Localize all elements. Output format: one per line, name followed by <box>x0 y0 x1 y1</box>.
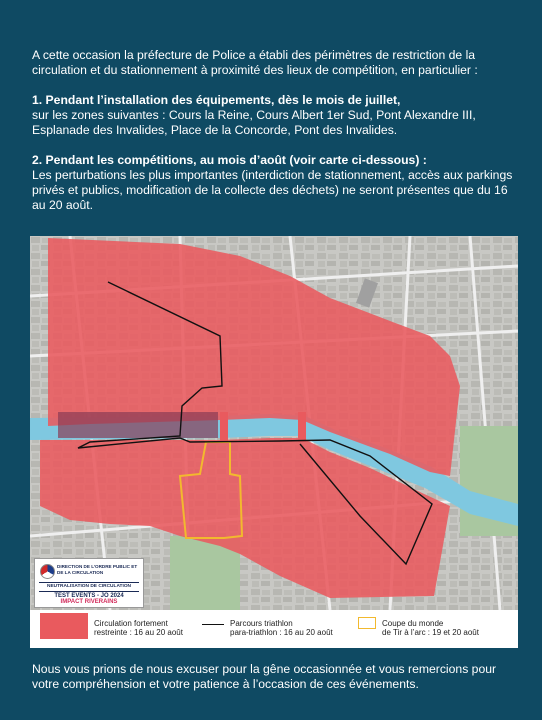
legend-zone-label <box>94 619 183 637</box>
intro-paragraph: A cette occasion la préfecture de Police a établi des périmètres de restriction de la circulation et du stationnement à proximité des lieux de compétition, en particulier : <box>32 48 478 77</box>
legend-triathlon-line2: para-triathlon : 16 au 20 août <box>230 628 333 637</box>
bridge-right <box>298 412 306 442</box>
competition-title: 2. Pendant les compétitions, au mois d’août (voir carte ci-dessous) : <box>32 153 427 167</box>
legend-zone-line2: restreinte : 16 au 20 août <box>94 628 183 637</box>
legend-zone-line1: Circulation fortement <box>94 619 168 628</box>
zone-swatch <box>40 613 88 639</box>
install-section <box>32 93 522 138</box>
map-image <box>30 236 518 610</box>
legend-archery-line2: de Tir à l’arc : 19 et 20 août <box>382 628 479 637</box>
badge-event: TEST EVENTS - JO 2024 <box>54 593 124 599</box>
competition-text: Les perturbations les plus importantes (interdiction de stationnement, accès aux parkings privés et publics, modification de la collecte des déchets) ne seront présentes que du 16 au 20 août. <box>32 168 513 212</box>
archery-swatch <box>358 617 376 629</box>
bridge-left <box>220 412 228 442</box>
legend-archery-line1: Coupe du monde <box>382 619 444 628</box>
triathlon-swatch <box>202 624 224 625</box>
legend-archery-label <box>382 619 479 637</box>
competition-section <box>32 153 522 213</box>
badge-neutralisation: NEUTRALISATION DE CIRCULATION <box>46 584 132 589</box>
prefecture-badge <box>34 558 144 608</box>
intro-text <box>32 48 522 228</box>
legend-triathlon-line1: Parcours triathlon <box>230 619 293 628</box>
badge-impact: IMPACT RIVERAINS <box>60 599 118 605</box>
install-title: 1. Pendant l’installation des équipements, dès le mois de juillet, <box>32 93 401 107</box>
map-legend <box>30 610 518 648</box>
zone-band <box>58 412 218 438</box>
prefecture-logo-icon <box>40 564 55 579</box>
install-zones: sur les zones suivantes : Cours la Reine, Cours Albert 1er Sud, Pont Alexandre III, Esplanade des Invalides, Place de la Concorde, Pont des Invalides. <box>32 108 476 137</box>
restriction-map <box>30 236 518 648</box>
map-svg <box>30 236 518 610</box>
badge-divider <box>39 582 139 583</box>
closing-text: Nous vous prions de nous excuser pour la gêne occasionnée et vous remercions pour votre compréhension et votre patience à l’occasion de ces événements. <box>32 662 497 691</box>
badge-org: DIRECTION DE L’ORDRE PUBLIC ET DE LA CIRCULATION <box>57 564 138 575</box>
legend-triathlon-label <box>230 619 333 637</box>
badge-divider <box>39 591 139 592</box>
